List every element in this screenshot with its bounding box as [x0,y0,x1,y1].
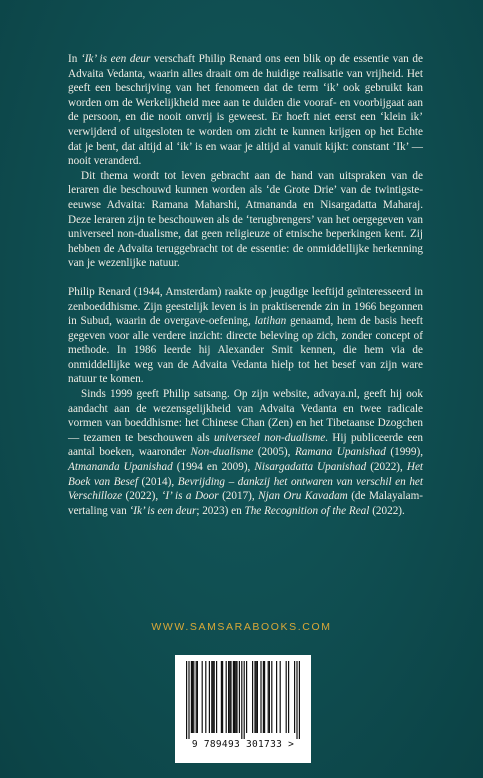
barcode-bar [226,661,227,733]
text-run: Dit thema wordt tot leven gebracht aan de hand van uitspraken van de leraren die beschouwd kunnen worden als ‘de Grote Drie’ van de twintigste-eeuwse Advaita: Ramana Maharshi, Atmananda en Nisargadatta Maharaj. Deze leraren zijn te beschouwen als de ‘terugbrengers’ van het oergegeven van universeel non-dualisme, dat geen religieuze of etnische beperkingen kent. Zij hebben de Advaita teruggebracht tot de essentie: de onmiddellijke herkenning van je wezenlijke natuur. [68,169,423,270]
barcode-bar [191,661,192,733]
barcode-bar [271,661,272,733]
barcode-bar [192,661,193,733]
barcode-bar [241,661,242,739]
barcode-bar [256,661,257,733]
italic-run: Nisargadatta Upanishad [254,461,367,474]
text-run: Sinds 1999 geeft Philip satsang. Op zijn website, advaya.nl, geeft hij ook aandacht aan de wezensgelijkheid van Advaita Vedanta en twee radicale vormen van boeddhisme: het Chinese Chan (Zen) en het Tibetaanse Dzogchen — tezamen te beschouwen als [68,388,423,444]
paragraph-1 [68,52,423,169]
publisher-website[interactable]: WWW.SAMSARABOOKS.COM [151,621,332,633]
text-run: (2005), [253,446,295,459]
text-run: (2022), [366,461,407,474]
text-run: (de Malayalam-vertaling van [68,490,423,517]
italic-run: universeel non-dualisme [213,431,326,444]
barcode-bar [229,661,230,733]
italic-run: ‘Ik’ is een deur [80,53,151,65]
barcode-bar [212,661,213,733]
italic-run: ‘Ik’ is een deur [129,504,197,517]
barcode-bar [263,661,264,733]
barcode-bar [286,661,287,733]
text-run: (1999), [385,446,424,459]
italic-run: latihan [254,315,287,328]
text-run: (2017), [218,490,259,503]
barcode-bars [183,661,303,741]
italic-run: Atmananda Upanishad [68,461,173,474]
barcode-bar [236,661,237,733]
barcode-bar [280,661,281,733]
barcode-bar [188,661,189,739]
text-run: Philip Renard (1944, Amsterdam) raakte op jeugdige leeftijd geïnteresseerd in zenboeddhisme. Zijn geestelijk leven is in praktiserende zin in 1966 begonnen in Subud, waarin de overgave-oefening, [68,285,423,328]
text-run: ; 2023) en [196,504,245,517]
barcode-bar [197,661,198,733]
text-run: In [68,53,81,65]
barcode-bar [257,661,258,733]
barcode-bar [214,661,215,733]
barcode-bar [234,661,235,733]
barcode-bar [230,661,231,733]
text-run: (2022), [122,490,162,503]
back-cover-text [68,52,423,518]
barcode-bar [276,661,277,733]
text-run: (2014), [137,475,178,488]
text-run: . Hij publiceerde een aantal boeken, waaronder [68,431,423,459]
barcode-bar [252,661,253,733]
barcode-bar [294,661,295,733]
italic-run: Non-dualisme [190,446,254,459]
barcode-bar [228,661,229,733]
barcode-bar [268,661,269,733]
italic-run: ‘I’ is a Door [161,490,219,503]
isbn-barcode [175,655,311,763]
barcode-bar [235,661,236,733]
barcode-bar [202,661,203,733]
barcode-bar [296,661,297,739]
barcode-bar [246,661,247,733]
barcode-bar [221,661,222,733]
barcode-bar [209,661,210,733]
italic-run: Njan Oru Kavadam [258,490,348,503]
isbn-number: 9 789493 301733 > [191,739,295,750]
barcode-bar [205,661,206,733]
barcode-bar [216,661,217,733]
barcode-bar [299,661,300,739]
italic-run: Ramana Upanishad [294,446,386,459]
barcode-bar [196,661,197,733]
paragraph-2 [68,169,423,271]
italic-run: Bevrijding – dankzij het ontwaren van verschil en het Verschilloze [68,475,423,503]
barcode-bar [254,661,255,733]
barcode-bar [222,661,223,733]
barcode-bar [260,661,261,733]
barcode-bar [288,661,289,733]
barcode-bar [186,661,187,739]
text-run: verschaft Philip Renard ons een blik op de essentie van de Advaita Vedanta, waarin alles draait om de huidige realisatie van vrijheid. Het geeft een beschrijving van het fenomeen dat de term ‘ik’ ook gebruikt kan worden om de Werkelijkheid mee aan te duiden die vooraf- en voorbijgaat aan de persoon, en die nooit onvrij is geweest. Er hoeft niet eerst een ‘klein ik’ verwijderd of uitgesloten te worden om zicht te kunnen krijgen op het Echte dat je bent, dat altijd al ‘ik’ is en waar je altijd al vanuit kijkt: constant ‘Ik’ — nooit veranderd. [68,53,423,168]
italic-run: The Recognition of the Real [244,504,370,517]
barcode-bar [233,661,234,733]
barcode-bar [244,661,245,739]
paragraph-4 [68,387,423,518]
barcode-bar [264,661,265,733]
barcode-bar [239,661,240,733]
barcode-bar [211,661,212,733]
paragraph-3 [68,285,423,387]
italic-run: Het Boek van Besef [68,461,424,488]
text-run: genaamd, hem de basis heeft gegeven voor alle verdere inzicht: directe beleving op zich, zonder concept of methode. In 1986 leerde hij Alexander Smit kennen, die hem via de onmiddellijke weg van de Advaita Vedanta hielp tot het besef van zijn ware natuur te komen. [68,315,423,386]
barcode-bar [193,661,194,733]
text-run: (1994 en 2009), [172,461,255,474]
barcode-bar [269,661,270,733]
text-run: (2022). [369,504,405,517]
